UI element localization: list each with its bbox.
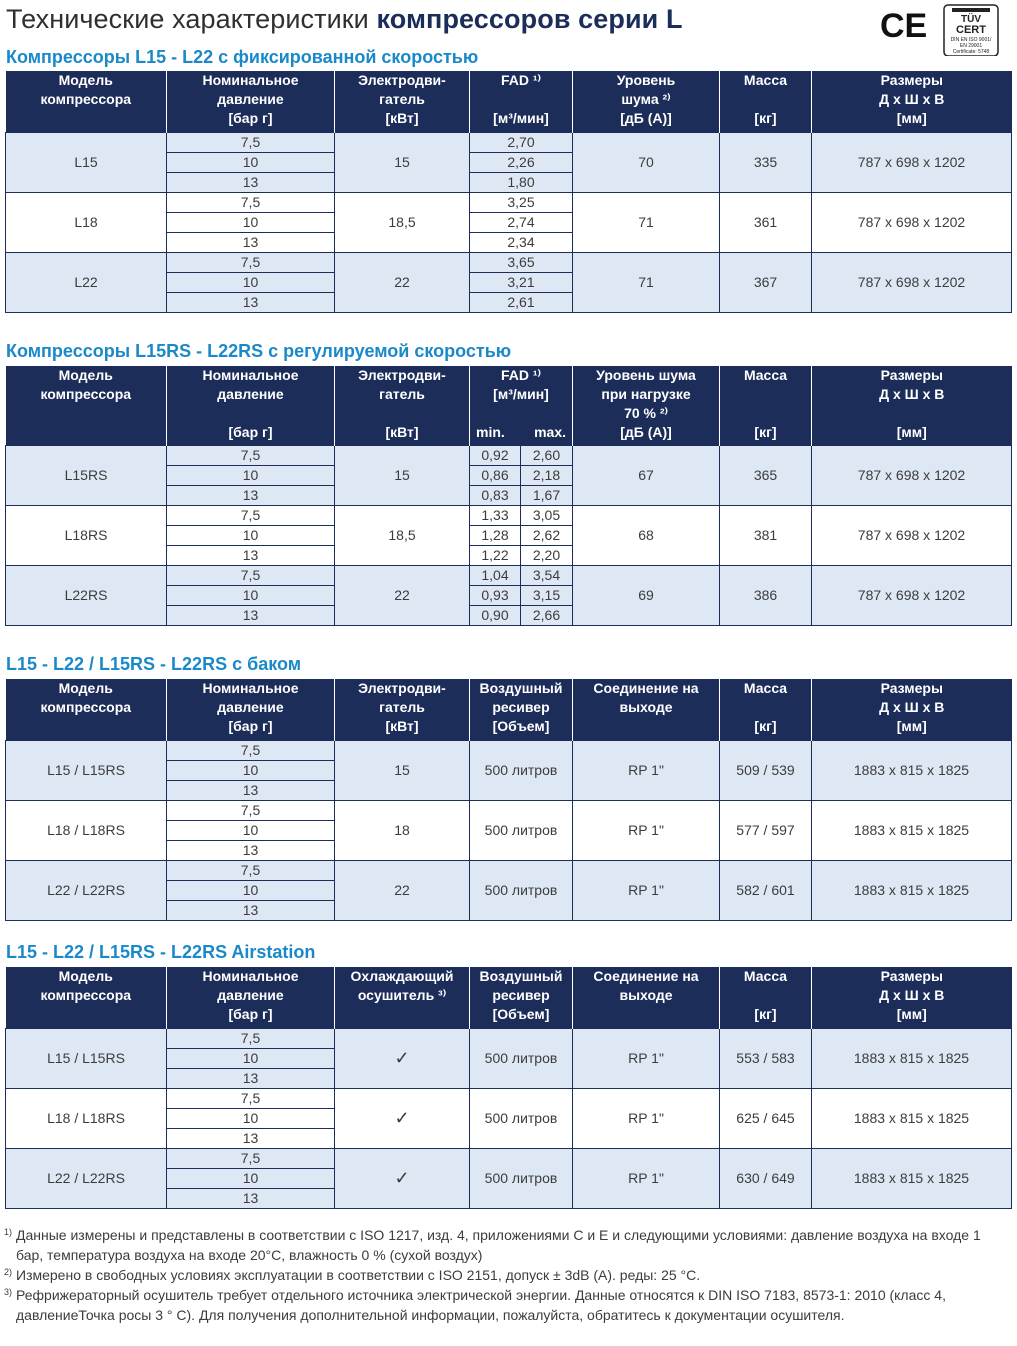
fad-min-cell: 1,28 xyxy=(470,526,521,546)
pressure-cell: 13 xyxy=(167,546,335,566)
header-line: FAD ¹⁾ xyxy=(501,72,541,88)
header-line: Масса xyxy=(743,968,788,984)
header-line: Модель xyxy=(58,367,113,383)
pressure-cell: 10 xyxy=(167,881,335,901)
header-line: [Объем] xyxy=(492,718,550,734)
footnote-mark: 1) xyxy=(4,1227,13,1237)
pressure-cell: 10 xyxy=(167,153,335,173)
section-title-fixed-speed: Компрессоры L15 - L22 с фиксированной скоростью xyxy=(6,47,479,67)
column-header xyxy=(167,71,335,133)
fad-max-cell: 2,20 xyxy=(521,546,573,566)
header-line: [кг] xyxy=(754,424,777,440)
table-row xyxy=(6,506,1012,526)
fad-min-cell: 0,92 xyxy=(470,446,521,466)
header-line: Номинальное xyxy=(202,680,299,696)
pressure-cell: 10 xyxy=(167,526,335,546)
page-title-normal: Технические характеристики xyxy=(6,4,369,34)
header-line: Охлаждающий xyxy=(350,968,454,984)
header-line: Масса xyxy=(743,72,788,88)
pressure-cell: 10 xyxy=(167,761,335,781)
footnote-2 xyxy=(4,1265,1004,1285)
noise-cell: 71 xyxy=(573,193,720,253)
dimensions-cell: 1883 x 815 x 1825 xyxy=(812,1029,1012,1089)
pressure-cell: 7,5 xyxy=(167,253,335,273)
mass-cell: 582 / 601 xyxy=(720,861,812,921)
column-header xyxy=(812,71,1012,133)
receiver-cell: 500 литров xyxy=(470,1149,573,1209)
table-with-tank xyxy=(5,679,1012,921)
header-line: [кг] xyxy=(754,1006,777,1022)
pressure-cell: 13 xyxy=(167,901,335,921)
header-line: [мм] xyxy=(896,110,927,126)
header-line: Модель xyxy=(58,72,113,88)
header-row xyxy=(6,679,1012,741)
header-line xyxy=(472,90,570,109)
pressure-cell: 10 xyxy=(167,586,335,606)
dryer-check-cell: ✓ xyxy=(335,1089,470,1149)
dimensions-cell: 1883 x 815 x 1825 xyxy=(812,801,1012,861)
fad-max-cell: 3,15 xyxy=(521,586,573,606)
pressure-cell: 13 xyxy=(167,486,335,506)
header-line: Масса xyxy=(743,680,788,696)
pressure-cell: 13 xyxy=(167,1129,335,1149)
header-line: Соединение на xyxy=(593,680,699,696)
table-row xyxy=(6,741,1012,761)
header-line: 70 % ²⁾ xyxy=(624,405,668,421)
pressure-cell: 7,5 xyxy=(167,801,335,821)
column-header xyxy=(573,679,720,741)
mass-cell: 630 / 649 xyxy=(720,1149,812,1209)
motor-cell: 15 xyxy=(335,446,470,506)
header-line: Уровень шума xyxy=(596,367,696,383)
pressure-cell: 10 xyxy=(167,466,335,486)
fad-cell: 2,34 xyxy=(470,233,573,253)
table-row xyxy=(6,446,1012,466)
footnotes xyxy=(4,1225,1004,1325)
receiver-cell: 500 литров xyxy=(470,1089,573,1149)
header-line: [бар г] xyxy=(228,424,273,440)
column-header xyxy=(720,967,812,1029)
footnote-mark: 3) xyxy=(4,1287,13,1297)
fad-min-label: min. xyxy=(476,424,505,440)
ce-tuv-logos xyxy=(880,4,1010,56)
noise-cell: 69 xyxy=(573,566,720,626)
fad-max-label: max. xyxy=(534,424,567,440)
header-row xyxy=(6,71,1012,133)
column-header xyxy=(470,967,573,1029)
header-line: [бар г] xyxy=(228,718,273,734)
fad-cell: 2,26 xyxy=(470,153,573,173)
column-header xyxy=(335,679,470,741)
header-line: Соединение на xyxy=(593,968,699,984)
table-row xyxy=(6,1149,1012,1169)
pressure-cell: 7,5 xyxy=(167,1089,335,1109)
header-line: [дБ (А)] xyxy=(620,110,672,126)
dimensions-cell: 1883 x 815 x 1825 xyxy=(812,1149,1012,1209)
mass-cell: 553 / 583 xyxy=(720,1029,812,1089)
pressure-cell: 13 xyxy=(167,233,335,253)
header-line: Масса xyxy=(743,367,788,383)
fad-min-cell: 1,22 xyxy=(470,546,521,566)
fad-min-cell: 0,93 xyxy=(470,586,521,606)
header-line: ресивер xyxy=(492,699,550,715)
table-row xyxy=(6,1029,1012,1049)
mass-cell: 625 / 645 xyxy=(720,1089,812,1149)
pressure-cell: 7,5 xyxy=(167,566,335,586)
header-line: Номинальное xyxy=(202,367,299,383)
column-header xyxy=(573,71,720,133)
pressure-cell: 13 xyxy=(167,781,335,801)
page-title xyxy=(6,4,683,35)
noise-cell: 68 xyxy=(573,506,720,566)
header-line: осушитель ³⁾ xyxy=(357,987,447,1003)
noise-cell: 70 xyxy=(573,133,720,193)
dimensions-cell: 787 x 698 x 1202 xyxy=(812,253,1012,313)
header-line xyxy=(722,986,809,1005)
column-header xyxy=(167,679,335,741)
column-header xyxy=(720,366,812,446)
fad-cell: 3,25 xyxy=(470,193,573,213)
column-header xyxy=(167,967,335,1029)
table-row xyxy=(6,801,1012,821)
fad-min-cell: 1,33 xyxy=(470,506,521,526)
footnote-text: Рефрижераторный осушитель требует отдельного источника электрической энергии. Данные относятся к DIN ISO 7183, 8573-1: 2010 (класс 4, давлениеТочка росы 3 ° C). Для получения дополнительной информации, пожалуйста, обратитесь к документации осушителя. xyxy=(16,1287,946,1323)
header-line: Модель xyxy=(58,968,113,984)
header-line: Размеры xyxy=(880,72,943,88)
header-line: [м³/мин] xyxy=(493,110,549,126)
fad-max-cell: 3,05 xyxy=(521,506,573,526)
header-line xyxy=(722,698,809,717)
tuv-line3: Certificate: 5748 xyxy=(952,49,990,55)
header-line: [кВт] xyxy=(385,718,419,734)
model-cell: L18 / L18RS xyxy=(6,801,167,861)
header-line: Размеры xyxy=(880,680,943,696)
pressure-cell: 10 xyxy=(167,1169,335,1189)
header-line: давление xyxy=(217,386,284,402)
table-row xyxy=(6,1089,1012,1109)
model-cell: L18RS xyxy=(6,506,167,566)
header-line: выходе xyxy=(619,699,673,715)
model-cell: L15 xyxy=(6,133,167,193)
dimensions-cell: 1883 x 815 x 1825 xyxy=(812,1089,1012,1149)
pressure-cell: 7,5 xyxy=(167,1149,335,1169)
column-header xyxy=(720,71,812,133)
header-line: Воздушный xyxy=(479,968,563,984)
column-header xyxy=(335,366,470,446)
header-line: Д х Ш х В xyxy=(879,386,945,402)
fad-cell: 2,74 xyxy=(470,213,573,233)
table-row xyxy=(6,253,1012,273)
column-header xyxy=(812,967,1012,1029)
header-line: [кг] xyxy=(754,110,777,126)
column-header xyxy=(573,366,720,446)
motor-cell: 22 xyxy=(335,253,470,313)
pressure-cell: 13 xyxy=(167,293,335,313)
header-line: [кВт] xyxy=(385,424,419,440)
fad-max-cell: 2,60 xyxy=(521,446,573,466)
header-line: [м³/мин] xyxy=(493,386,549,402)
header-line xyxy=(722,404,809,423)
header-line: [бар г] xyxy=(228,1006,273,1022)
connection-cell: RP 1" xyxy=(573,801,720,861)
model-cell: L22 / L22RS xyxy=(6,861,167,921)
fad-cell: 2,70 xyxy=(470,133,573,153)
motor-cell: 15 xyxy=(335,133,470,193)
table-row xyxy=(6,566,1012,586)
connection-cell: RP 1" xyxy=(573,741,720,801)
footnote-text: Измерено в свободных условиях эксплуатации в соответствии с ISO 2151, допуск ± 3dB (A). реды: 25 °C. xyxy=(16,1267,701,1283)
column-header xyxy=(335,71,470,133)
column-header xyxy=(6,967,167,1029)
receiver-cell: 500 литров xyxy=(470,1029,573,1089)
header-line: Электродви- xyxy=(358,680,446,696)
header-line: компрессора xyxy=(40,386,132,402)
header-line: компрессора xyxy=(40,91,132,107)
section-title-airstation: L15 - L22 / L15RS - L22RS Airstation xyxy=(6,942,316,962)
column-header xyxy=(470,679,573,741)
mass-cell: 509 / 539 xyxy=(720,741,812,801)
header-line: Д х Ш х В xyxy=(879,987,945,1003)
footnote-mark: 2) xyxy=(4,1267,13,1277)
header-line xyxy=(722,90,809,109)
column-header xyxy=(812,366,1012,446)
pressure-cell: 13 xyxy=(167,1069,335,1089)
fad-min-cell: 0,86 xyxy=(470,466,521,486)
header-line: шума ²⁾ xyxy=(621,91,671,107)
mass-cell: 381 xyxy=(720,506,812,566)
column-header xyxy=(6,679,167,741)
table-row xyxy=(6,861,1012,881)
column-header xyxy=(470,71,573,133)
pressure-cell: 10 xyxy=(167,821,335,841)
header-line: Модель xyxy=(58,680,113,696)
fad-subheader xyxy=(472,423,570,442)
column-header xyxy=(6,366,167,446)
header-line xyxy=(814,404,1010,423)
header-line: Номинальное xyxy=(202,968,299,984)
receiver-cell: 500 литров xyxy=(470,741,573,801)
fad-max-cell: 3,54 xyxy=(521,566,573,586)
motor-cell: 22 xyxy=(335,861,470,921)
fad-min-cell: 1,04 xyxy=(470,566,521,586)
motor-cell: 22 xyxy=(335,566,470,626)
footnote-text: Данные измерены и представлены в соответствии с ISO 1217, изд. 4, приложениями C и E и следующими условиями: давление воздуха на входе 1 бар, температура воздуха на входе 20°C, влажность 0 % (сухой воздух) xyxy=(16,1227,981,1263)
column-header xyxy=(167,366,335,446)
connection-cell: RP 1" xyxy=(573,1149,720,1209)
motor-cell: 18 xyxy=(335,801,470,861)
model-cell: L18 xyxy=(6,193,167,253)
header-line: [мм] xyxy=(896,424,927,440)
table-row xyxy=(6,193,1012,213)
column-header xyxy=(6,71,167,133)
model-cell: L15RS xyxy=(6,446,167,506)
model-cell: L22 xyxy=(6,253,167,313)
footnote-1 xyxy=(4,1225,1004,1265)
mass-cell: 365 xyxy=(720,446,812,506)
dimensions-cell: 787 x 698 x 1202 xyxy=(812,193,1012,253)
header-line xyxy=(722,385,809,404)
pressure-cell: 13 xyxy=(167,841,335,861)
header-line: ресивер xyxy=(492,987,550,1003)
pressure-cell: 10 xyxy=(167,1049,335,1069)
dryer-check-cell: ✓ xyxy=(335,1029,470,1089)
header-line: [дБ (А)] xyxy=(620,424,672,440)
header-line: [мм] xyxy=(896,1006,927,1022)
header-line: Номинальное xyxy=(202,72,299,88)
header-line: гатель xyxy=(379,386,425,402)
pressure-cell: 13 xyxy=(167,173,335,193)
header-line: гатель xyxy=(379,699,425,715)
header-row xyxy=(6,967,1012,1029)
dimensions-cell: 787 x 698 x 1202 xyxy=(812,566,1012,626)
pressure-cell: 10 xyxy=(167,213,335,233)
column-header xyxy=(573,967,720,1029)
header-line xyxy=(337,404,467,423)
mass-cell: 335 xyxy=(720,133,812,193)
header-line: [кВт] xyxy=(385,110,419,126)
motor-cell: 18,5 xyxy=(335,193,470,253)
mass-cell: 367 xyxy=(720,253,812,313)
header-line: Размеры xyxy=(880,367,943,383)
pressure-cell: 7,5 xyxy=(167,446,335,466)
pressure-cell: 13 xyxy=(167,1189,335,1209)
ce-mark-icon: CE xyxy=(880,7,928,45)
table-fixed-speed xyxy=(5,71,1012,313)
header-line: Электродви- xyxy=(358,367,446,383)
tuv-line1: DIN EN ISO 9001/ xyxy=(950,37,992,43)
connection-cell: RP 1" xyxy=(573,1029,720,1089)
footnote-3 xyxy=(4,1285,1004,1325)
fad-max-cell: 1,67 xyxy=(521,486,573,506)
section-title-with-tank: L15 - L22 / L15RS - L22RS с баком xyxy=(6,654,302,674)
header-line: FAD ¹⁾ xyxy=(501,367,541,383)
fad-cell: 3,21 xyxy=(470,273,573,293)
column-header xyxy=(470,366,573,446)
receiver-cell: 500 литров xyxy=(470,801,573,861)
header-row xyxy=(6,366,1012,446)
motor-cell: 18,5 xyxy=(335,506,470,566)
pressure-cell: 7,5 xyxy=(167,741,335,761)
section-title-variable-speed: Компрессоры L15RS - L22RS с регулируемой скоростью xyxy=(6,341,512,361)
tuv-line2: EN 29001 xyxy=(959,43,983,49)
pressure-cell: 10 xyxy=(167,273,335,293)
header-line xyxy=(169,404,332,423)
fad-cell: 3,65 xyxy=(470,253,573,273)
fad-max-cell: 2,66 xyxy=(521,606,573,626)
header-line: [бар г] xyxy=(228,110,273,126)
header-line: Д х Ш х В xyxy=(879,91,945,107)
table-variable-speed xyxy=(5,366,1012,626)
dimensions-cell: 787 x 698 x 1202 xyxy=(812,133,1012,193)
column-header xyxy=(335,967,470,1029)
mass-cell: 386 xyxy=(720,566,812,626)
header-line: [кг] xyxy=(754,718,777,734)
certification-logos xyxy=(880,4,1010,56)
header-line: Электродви- xyxy=(358,72,446,88)
noise-cell: 67 xyxy=(573,446,720,506)
tuv-icon: TÜV xyxy=(961,14,981,25)
header-line: Размеры xyxy=(880,968,943,984)
header-line: при нагрузке xyxy=(601,386,691,402)
model-cell: L18 / L18RS xyxy=(6,1089,167,1149)
tuv-cert-label: CERT xyxy=(956,24,986,36)
fad-max-cell: 2,62 xyxy=(521,526,573,546)
header-line: Д х Ш х В xyxy=(879,699,945,715)
fad-min-cell: 0,90 xyxy=(470,606,521,626)
model-cell: L15 / L15RS xyxy=(6,1029,167,1089)
dimensions-cell: 1883 x 815 x 1825 xyxy=(812,741,1012,801)
model-cell: L22RS xyxy=(6,566,167,626)
header-line: Уровень xyxy=(616,72,676,88)
dryer-check-cell: ✓ xyxy=(335,1149,470,1209)
header-line: [мм] xyxy=(896,718,927,734)
pressure-cell: 7,5 xyxy=(167,861,335,881)
pressure-cell: 7,5 xyxy=(167,506,335,526)
page-title-bold: компрессоров серии L xyxy=(376,4,683,34)
pressure-cell: 10 xyxy=(167,1109,335,1129)
fad-cell: 2,61 xyxy=(470,293,573,313)
header-line: компрессора xyxy=(40,699,132,715)
pressure-cell: 13 xyxy=(167,606,335,626)
connection-cell: RP 1" xyxy=(573,1089,720,1149)
table-row xyxy=(6,133,1012,153)
header-line: компрессора xyxy=(40,987,132,1003)
connection-cell: RP 1" xyxy=(573,861,720,921)
header-line: выходе xyxy=(619,987,673,1003)
model-cell: L22 / L22RS xyxy=(6,1149,167,1209)
header-line: давление xyxy=(217,91,284,107)
mass-cell: 361 xyxy=(720,193,812,253)
receiver-cell: 500 литров xyxy=(470,861,573,921)
column-header xyxy=(812,679,1012,741)
motor-cell: 15 xyxy=(335,741,470,801)
dimensions-cell: 787 x 698 x 1202 xyxy=(812,506,1012,566)
pressure-cell: 7,5 xyxy=(167,193,335,213)
column-header xyxy=(720,679,812,741)
header-line: [Объем] xyxy=(492,1006,550,1022)
fad-min-cell: 0,83 xyxy=(470,486,521,506)
header-line: гатель xyxy=(379,91,425,107)
table-airstation xyxy=(5,967,1012,1209)
model-cell: L15 / L15RS xyxy=(6,741,167,801)
fad-cell: 1,80 xyxy=(470,173,573,193)
fad-max-cell: 2,18 xyxy=(521,466,573,486)
dimensions-cell: 787 x 698 x 1202 xyxy=(812,446,1012,506)
mass-cell: 577 / 597 xyxy=(720,801,812,861)
header-line: давление xyxy=(217,987,284,1003)
dimensions-cell: 1883 x 815 x 1825 xyxy=(812,861,1012,921)
noise-cell: 71 xyxy=(573,253,720,313)
pressure-cell: 7,5 xyxy=(167,1029,335,1049)
header-line: давление xyxy=(217,699,284,715)
pressure-cell: 7,5 xyxy=(167,133,335,153)
header-line: Воздушный xyxy=(479,680,563,696)
